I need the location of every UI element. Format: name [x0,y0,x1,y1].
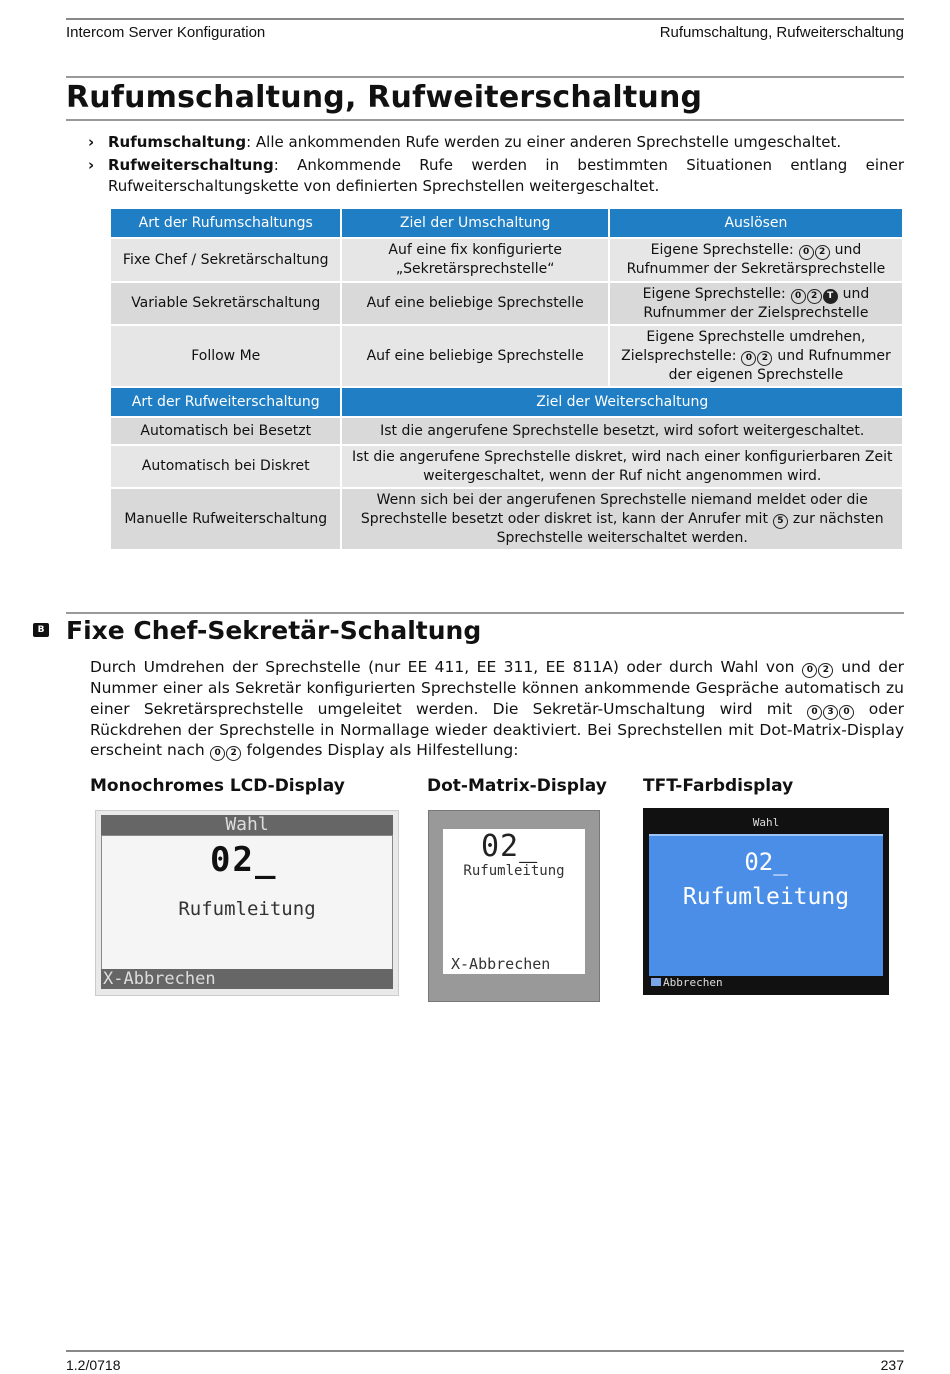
footer-version: 1.2/0718 [66,1357,121,1373]
bullet-term: Rufweiterschaltung [108,156,274,174]
table-row [110,325,903,387]
section-rule [66,612,904,614]
cell-text: Eigene Sprechstelle: [642,285,791,302]
section-paragraph [90,657,904,761]
table-cell: Auf eine beliebige Sprechstelle [341,325,608,387]
page-number: 237 [880,1357,904,1373]
dm-footer: X-Abbrechen [451,955,551,973]
key-2-icon: 2 [807,289,822,304]
table-cell [609,282,903,325]
tft-text: Rufumleitung [682,884,850,910]
title-rule-top [66,76,904,78]
footer-rule [66,1350,904,1352]
cell-text: und Rufnummer der eigenen Sprechstelle [668,347,891,383]
para-text: folgendes Display als Hilfestellung: [241,741,519,759]
bullet-text: : Ankommende Rufe werden in bestimmten Situationen entlang einer Rufweiterschaltungskette von definierten Sprechstellen weitergeschaltet. [108,156,904,195]
table-row [110,282,903,325]
lcd-number: 02_ [210,840,278,880]
cell-text: und Rufnummer der Sekretärsprechstelle [626,242,886,277]
key-2-icon: 2 [815,245,830,260]
table-header: Auslösen [609,208,903,238]
call-forwarding-table [109,207,904,551]
table-cell [609,238,903,282]
para-text: und der Nummer einer als Sekretär konfigurierten Sprechstelle können ankommende Gespräche automatisch zu einer Sekretärsprechstelle umgeleitet werden. Die Sekretär-Umschaltung wird mit [90,658,904,718]
key-0-icon: 0 [802,663,817,678]
cell-text: Eigene Sprechstelle: [650,242,799,258]
lcd-display-screenshot [95,810,399,996]
section-badge: B [33,623,49,637]
tft-footer-text: Abbrechen [663,976,723,989]
para-text: oder Rückdrehen der Sprechstelle in Normallage wieder deaktiviert. Bei Sprechstellen mit Dot-Matrix-Display erscheint nach [90,699,904,759]
tft-number: 02_ [744,848,788,876]
table-cell: Variable Sekretärschaltung [110,282,341,325]
table-cell [341,488,903,550]
table-row [110,417,903,445]
key-t-icon: T [823,289,838,304]
table-row [110,238,903,282]
lcd-footer: X-Abbrechen [101,969,393,989]
tft-header: Wahl [752,816,780,829]
tft-footer [651,976,723,989]
bullet-term: Rufumschaltung [108,133,247,151]
cell-text: zur nächsten Sprechstelle weiterschaltet werden. [496,510,884,546]
table-cell: Automatisch bei Diskret [110,445,341,488]
dm-text: Rufumleitung [463,863,565,879]
table-header: Art der Rufumschaltungs [110,208,341,238]
tft-display-label: TFT-Farbdisplay [643,776,794,796]
lcd-header: Wahl [101,815,393,835]
key-2-icon: 2 [226,746,241,761]
cell-text: und Rufnummer der Zielsprechstelle [643,285,870,321]
table-cell: Automatisch bei Besetzt [110,417,341,445]
table-cell: Fixe Chef / Sekretärschaltung [110,238,341,282]
page-title: Rufumschaltung, Rufweiterschaltung [66,80,703,115]
table-cell: Auf eine beliebige Sprechstelle [341,282,608,325]
bullet-item [88,155,904,197]
bullet-item [88,132,904,153]
table-cell [609,325,903,387]
header-right: Rufumschaltung, Rufweiterschaltung [659,24,904,41]
table-cell: Auf eine fix konfigurierte „Sekretärsprechstelle“ [341,238,608,282]
key-3-icon: 3 [823,705,838,720]
cell-text: Wenn sich bei der angerufenen Sprechstelle niemand meldet oder die Sprechstelle besetzt oder diskret ist, kann der Anrufer mit [360,491,868,527]
tft-display-screenshot [643,808,889,995]
dot-matrix-display-screenshot [428,810,600,1002]
cancel-key-icon [651,978,661,986]
lcd-screen [101,835,393,970]
key-2-icon: 2 [818,663,833,678]
lcd-text: Rufumleitung [178,898,316,920]
table-header: Ziel der Umschaltung [341,208,608,238]
table-row [110,488,903,550]
cell-text: Eigene Sprechstelle umdrehen, Zielsprechstelle: [621,328,866,364]
para-text: Durch Umdrehen der Sprechstelle (nur EE 411, EE 311, EE 811A) oder durch Wahl von [90,658,802,676]
dm-screen [443,829,585,974]
table-cell: Follow Me [110,325,341,387]
key-2-icon: 2 [757,351,772,366]
table-header-row [110,387,903,417]
key-0-icon: 0 [799,245,814,260]
table-cell: Manuelle Rufweiterschaltung [110,488,341,550]
table-row [110,445,903,488]
section-title: Fixe Chef-Sekretär-Schaltung [66,616,482,645]
title-rule-bottom [66,119,904,121]
table-header-row [110,208,903,238]
table-cell: Ist die angerufene Sprechstelle besetzt, wird sofort weitergeschaltet. [341,417,903,445]
dm-number: 02_ [481,829,539,864]
chevron-right-icon: › [88,156,95,174]
table-cell: Ist die angerufene Sprechstelle diskret, wird nach einer konfigurierbaren Zeit weitergeschaltet, wenn der Ruf nicht angenommen wird. [341,445,903,488]
key-5-icon: 5 [773,514,788,529]
key-0-icon: 0 [807,705,822,720]
table-header: Art der Rufweiterschaltung [110,387,341,417]
dot-matrix-display-label: Dot-Matrix-Display [427,776,607,796]
tft-screen [649,834,883,976]
table-header: Ziel der Weiterschaltung [341,387,903,417]
key-0-icon: 0 [839,705,854,720]
lcd-display-label: Monochromes LCD-Display [90,776,345,796]
key-0-icon: 0 [791,289,806,304]
header-left: Intercom Server Konfiguration [66,24,266,41]
bullet-text: : Alle ankommenden Rufe werden zu einer anderen Sprechstelle umgeschaltet. [246,133,842,151]
bullet-list [88,132,904,199]
key-0-icon: 0 [210,746,225,761]
key-0-icon: 0 [741,351,756,366]
chevron-right-icon: › [88,133,95,151]
header-rule [66,18,904,20]
